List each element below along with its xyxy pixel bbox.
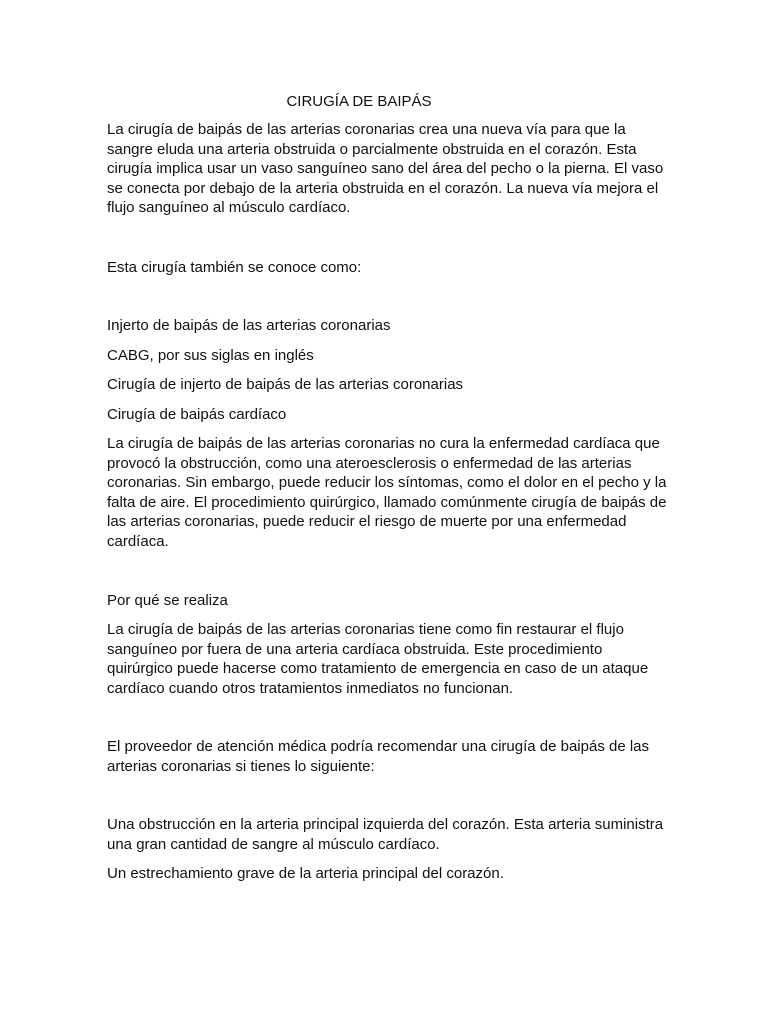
section-heading-por-que: Por qué se realiza bbox=[107, 592, 228, 609]
paragraph-recomendar: El proveedor de atención médica podría recomendar una cirugía de baipás de las arterias coronarias si tienes lo siguiente: bbox=[107, 738, 650, 775]
paragraph-no-cura: La cirugía de baipás de las arterias coronarias no cura la enfermedad cardíaca que provocó la obstrucción, como una ateroesclerosis o enfermedad de las arterias coronarias. Sin embargo, puede reducir los síntomas, como el dolor en el pecho y la falta de aire. El procedimiento quirúrgico, llamado comúnmente cirugía de baipás de las arterias coronarias, puede reducir el riesgo de muerte por una enfermedad cardíaca. bbox=[107, 435, 667, 550]
list-item-obstruccion: Una obstrucción en la arteria principal izquierda del corazón. Esta arteria suministra una gran cantidad de sangre al músculo cardíaco. bbox=[107, 816, 664, 853]
list-item-cabg: CABG, por sus siglas en inglés bbox=[107, 347, 314, 364]
list-item-estrechamiento: Un estrechamiento grave de la arteria principal del corazón. bbox=[107, 865, 504, 882]
paragraph-also-known: Esta cirugía también se conoce como: bbox=[107, 259, 362, 276]
document-title: CIRUGÍA DE BAIPÁS bbox=[286, 93, 432, 110]
list-item-injerto: Injerto de baipás de las arterias coronarias bbox=[107, 317, 391, 334]
paragraph-restaurar: La cirugía de baipás de las arterias coronarias tiene como fin restaurar el flujo sanguíneo por fuera de una arteria cardíaca obstruida. Este procedimiento quirúrgico puede hacerse como tratamiento de emergencia en caso de un ataque cardíaco cuando otros tratamientos inmediatos no funcionan. bbox=[107, 621, 649, 697]
paragraph-intro: La cirugía de baipás de las arterias coronarias crea una nueva vía para que la sangre eluda una arteria obstruida o parcialmente obstruida en el corazón. Esta cirugía implica usar un vaso sanguíneo sano del área del pecho o la pierna. El vaso se conecta por debajo de la arteria obstruida en el corazón. La nueva vía mejora el flujo sanguíneo al músculo cardíaco. bbox=[107, 121, 664, 216]
list-item-cirugia-injerto: Cirugía de injerto de baipás de las arterias coronarias bbox=[107, 376, 464, 393]
list-item-baipas-cardiaco: Cirugía de baipás cardíaco bbox=[107, 406, 287, 423]
